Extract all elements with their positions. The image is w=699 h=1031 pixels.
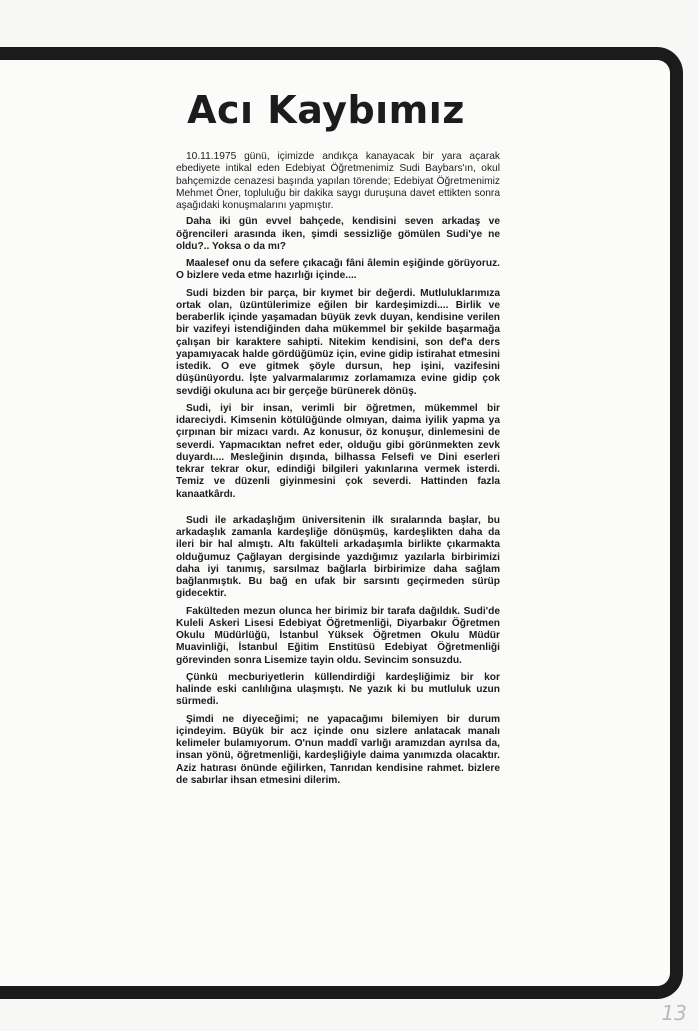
article-paragraph: Daha iki gün evvel bahçede, kendisini seven arkadaş ve öğrencileri arasında iken, şimdi sessizliğe gömülen Sudi'ye ne oldu?.. Yoksa o da mı? <box>176 216 500 252</box>
article-paragraph: Sudi ile arkadaşlığım üniversitenin ilk sıralarında başlar, bu arkadaşlık zamanla kardeşliğe dönüşmüş, kardeşlikten daha da ileri bir hal almıştı. Altı fakülteli arkadaşımla birlikte çıkarmakta olduğumuz Çağlayan dergisinde yazdığımız yazılarla birbirimizi daha iyi tanımış, sarsılmaz bağlarla birbirimize daha sağlam bağlanmıştık. Bu bağ en ufak bir sarsıntı geçirmeden sürüp gidecektir. <box>176 514 500 600</box>
page-number: 13 <box>661 1001 687 1025</box>
article-body <box>176 151 500 792</box>
intro-paragraph: 10.11.1975 günü, içimizde andıkça kanayacak bir yara açarak ebediyete intikal eden Edebiyat Öğretmenimiz Sudi Baybars'ın, okul bahçemizde cenazesi başında yapılan törende; Edebiyat Öğretmenimiz Mehmet Öner, topluluğu bir dakika saygı duruşuna davet ettikten sonra aşağıdaki konuşmalarını yapmıştır. <box>176 151 500 211</box>
article-paragraph: Sudi, iyi bir insan, verimli bir öğretmen, mükemmel bir idareciydi. Kimsenin kötülüğünde olmıyan, daima iyilik yapma ya çırpınan bir mizacı vardı. Az konusur, öz konuşur, dinlemesini de severdi. Yapmacıktan nefret eder, olduğu gibi görünmekten zevk duyardı.... Mesleğinin dışında, bilhassa Felsefi ve Dini eserleri tekrar tekrar okur, edindiği bilgileri yakınlarına vermek isterdi. Temiz ve düzenli giyinmesini çok severdi. Hattinden fazla kanaatkârdı. <box>176 402 500 500</box>
page-title: Acı Kaybımız <box>187 88 465 132</box>
article-paragraph: Sudi bizden bir parça, bir kıymet bir değerdi. Mutluluklarımıza ortak olan, üzüntülerimize eğilen bir kardeşimizdi.... Birlik ve beraberlik içinde yaşamadan büyük zevk duyan, kendisine verilen bir vazifeyi istendiğinden daha mükemmel bir şekilde başarmağa çalışan bir karaktere sahipti. Nitekim kendisini, son def'a ders yapamıyacak halde gördüğümüz için, evine gidip istirahat etmesini istedik. O eve gitmek şöyle dursun, hep işini, vazifesini düşünüyordu. İşte yalvarmalarımız zorlamamıza evine gidip çok sevdiği okuluna acı bir gerçeğe bürünerek dönüş. <box>176 287 500 397</box>
article-paragraph: Şimdi ne diyeceğimi; ne yapacağımı bilemiyen bir durum içindeyim. Büyük bir acz içinde onu sizlere anlatacak manalı kelimeler bulamıyorum. O'nun maddî varlığı aramızdan ayrılsa da, insan yönü, öğretmenliği, kardeşliğiyle daima yanımızda olacaktır. Aziz hatırası önünde eğilirken, Tanrıdan kendisine rahmet. bizlere de sabırlar ihsan etmesini dilerim. <box>176 713 500 786</box>
article-paragraph: Çünkü mecburiyetlerin küllendirdiği kardeşliğimiz bir kor halinde eski canlılığına ulaşmıştı. Ne yazık ki bu mutluluk uzun sürmedi. <box>176 671 500 708</box>
article-paragraph: Fakülteden mezun olunca her birimiz bir tarafa dağıldık. Sudi'de Kuleli Askeri Lisesi Edebiyat Öğretmenliği, Diyarbakır Öğretmen Okulu Müdürlüğü, İstanbul Yüksek Öğretmen Okulu Müdür Muavinliği, İstanbul Eğitim Enstitüsü Edebiyat Öğretmenliği görevinden sonra Lisemize tayin oldu. Sevincim sonsuzdu. <box>176 605 500 666</box>
article-paragraph: Maalesef onu da sefere çıkacağı fâni âlemin eşiğinde görüyoruz. O bizlere veda etme hazırlığı içinde.... <box>176 258 500 282</box>
